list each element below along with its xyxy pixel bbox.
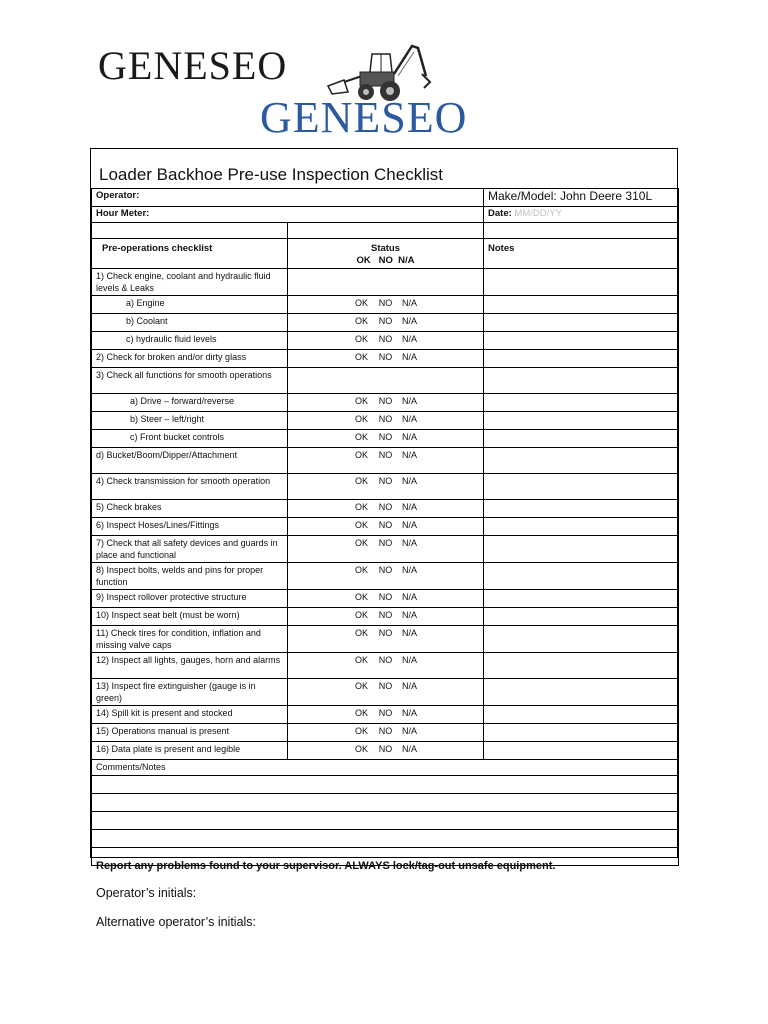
checklist-item	[92, 679, 288, 706]
notes-cell[interactable]	[484, 518, 679, 536]
checklist-item-text: c) Front bucket controls	[130, 432, 225, 442]
status-option-na[interactable]: N/A	[401, 538, 417, 548]
status-option-no[interactable]: NO	[378, 655, 393, 665]
checklist-item-text: 1) Check engine, coolant and hydraulic fluid levels & Leaks	[96, 271, 271, 293]
status-cell[interactable]	[288, 536, 484, 563]
notes-cell[interactable]	[484, 724, 679, 742]
status-cell	[288, 269, 484, 296]
status-option-ok[interactable]: OK	[354, 628, 368, 638]
status-option-no[interactable]: NO	[378, 726, 393, 736]
status-option-no[interactable]: NO	[378, 450, 393, 460]
checklist-row	[92, 430, 679, 448]
checklist-row	[92, 742, 679, 760]
checklist-row	[92, 350, 679, 368]
checklist-row	[92, 590, 679, 608]
status-cell[interactable]	[288, 332, 484, 350]
checklist-item-text: b) Coolant	[126, 316, 168, 326]
checklist-row	[92, 412, 679, 430]
status-cell[interactable]	[288, 608, 484, 626]
status-option-no[interactable]: NO	[378, 352, 393, 362]
checklist-item-text: c) hydraulic fluid levels	[126, 334, 217, 344]
checklist-row	[92, 563, 679, 590]
notes-cell[interactable]	[484, 742, 679, 760]
status-option-no[interactable]: NO	[378, 502, 393, 512]
checklist-item-text: a) Drive – forward/reverse	[130, 396, 235, 406]
checklist-item	[92, 653, 288, 679]
checklist-item-text: a) Engine	[126, 298, 165, 308]
comments-input[interactable]	[92, 830, 679, 848]
status-option-na[interactable]: N/A	[401, 592, 417, 602]
notes-cell[interactable]	[484, 626, 679, 653]
checklist-row	[92, 626, 679, 653]
status-option-ok[interactable]: OK	[354, 726, 368, 736]
status-option-no[interactable]: NO	[378, 538, 393, 548]
checklist-item	[92, 518, 288, 536]
status-option-ok[interactable]: OK	[354, 681, 368, 691]
status-option-na[interactable]: N/A	[401, 628, 417, 638]
status-option-ok[interactable]: OK	[354, 655, 368, 665]
checklist-item	[92, 448, 288, 474]
status-option-no[interactable]: NO	[378, 520, 393, 530]
status-option-no[interactable]: NO	[378, 396, 393, 406]
blank-cell	[288, 223, 484, 239]
status-option-no[interactable]: NO	[378, 592, 393, 602]
comments-line[interactable]	[92, 776, 679, 794]
notes-cell[interactable]	[484, 500, 679, 518]
status-option-na[interactable]: N/A	[401, 744, 417, 754]
status-option-na[interactable]: N/A	[401, 655, 417, 665]
notes-cell[interactable]	[484, 448, 679, 474]
checklist-row	[92, 679, 679, 706]
inspection-form	[90, 148, 678, 858]
checklist-item	[92, 474, 288, 500]
checklist-item	[92, 296, 288, 314]
checklist-item-text: 4) Check transmission for smooth operation	[96, 476, 271, 486]
notes-cell[interactable]	[484, 563, 679, 590]
status-cell	[288, 368, 484, 394]
checklist-item-text: 12) Inspect all lights, gauges, horn and alarms	[96, 655, 281, 665]
checklist-item	[92, 590, 288, 608]
status-option-na[interactable]: N/A	[401, 681, 417, 691]
status-option-ok[interactable]: OK	[354, 744, 368, 754]
checklist-row	[92, 368, 679, 394]
checklist-item	[92, 626, 288, 653]
status-option-ok[interactable]: OK	[354, 565, 368, 575]
notes-cell[interactable]	[484, 474, 679, 500]
notes-cell[interactable]	[484, 394, 679, 412]
comments-input[interactable]	[92, 776, 679, 794]
checklist-item	[92, 368, 288, 394]
checklist-item-text: 11) Check tires for condition, inflation and missing valve caps	[96, 628, 261, 650]
geneseo-logo-blue: GENESEO	[260, 93, 468, 142]
checklist-item	[92, 332, 288, 350]
status-option-na[interactable]: N/A	[401, 432, 417, 442]
status-option-no[interactable]: NO	[378, 681, 393, 691]
status-option-no[interactable]: NO	[378, 708, 393, 718]
operator-initials-label: Operator’s initials:	[96, 886, 197, 900]
checklist-item-text: 9) Inspect rollover protective structure	[96, 592, 247, 602]
status-header	[288, 239, 484, 269]
status-option-ok[interactable]: OK	[354, 592, 368, 602]
status-cell[interactable]	[288, 590, 484, 608]
notes-cell[interactable]	[484, 269, 679, 296]
status-cell[interactable]	[288, 563, 484, 590]
status-option-ok[interactable]: OK	[354, 396, 368, 406]
notes-cell[interactable]	[484, 332, 679, 350]
checklist-item-text: 6) Inspect Hoses/Lines/Fittings	[96, 520, 220, 530]
status-option-no[interactable]: NO	[378, 316, 393, 326]
notes-cell[interactable]	[484, 412, 679, 430]
checklist-item	[92, 394, 288, 412]
status-option-no[interactable]: NO	[378, 334, 393, 344]
status-option-no[interactable]: NO	[378, 476, 393, 486]
blank-cell	[484, 223, 679, 239]
notes-cell[interactable]	[484, 314, 679, 332]
checklist-item	[92, 706, 288, 724]
checklist-row	[92, 724, 679, 742]
status-options: OK NO N/A	[356, 255, 415, 266]
notes-cell[interactable]	[484, 430, 679, 448]
checklist-item-text: 13) Inspect fire extinguisher (gauge is in green)	[96, 681, 256, 703]
comments-input[interactable]	[92, 812, 679, 830]
status-option-na[interactable]: N/A	[401, 396, 417, 406]
status-cell[interactable]	[288, 742, 484, 760]
status-cell[interactable]	[288, 448, 484, 474]
status-option-no[interactable]: NO	[378, 610, 393, 620]
status-option-na[interactable]: N/A	[401, 450, 417, 460]
checklist-item-text: 14) Spill kit is present and stocked	[96, 708, 233, 718]
status-cell[interactable]	[288, 679, 484, 706]
comments-row	[92, 760, 679, 776]
notes-cell[interactable]	[484, 679, 679, 706]
status-option-na[interactable]: N/A	[401, 726, 417, 736]
notes-cell[interactable]	[484, 536, 679, 563]
checklist-row	[92, 296, 679, 314]
status-option-ok[interactable]: OK	[354, 520, 368, 530]
notes-cell[interactable]	[484, 706, 679, 724]
checklist-row	[92, 653, 679, 679]
status-option-ok[interactable]: OK	[354, 334, 368, 344]
status-cell[interactable]	[288, 724, 484, 742]
status-option-na[interactable]: N/A	[401, 352, 417, 362]
comments-line[interactable]	[92, 812, 679, 830]
status-option-na[interactable]: N/A	[401, 476, 417, 486]
checklist-row	[92, 518, 679, 536]
status-option-na[interactable]: N/A	[401, 502, 417, 512]
comments-label: Comments/Notes	[92, 760, 679, 776]
checklist-item-text: 15) Operations manual is present	[96, 726, 230, 736]
checklist-item	[92, 724, 288, 742]
checklist-item-text: 5) Check brakes	[96, 502, 162, 512]
geneseo-logo-black: GENESEO	[98, 43, 288, 88]
checklist-item	[92, 350, 288, 368]
hour-meter-field[interactable]	[92, 207, 484, 223]
checklist-header: Pre-operations checklist	[92, 239, 288, 269]
checklist-item	[92, 608, 288, 626]
notes-cell[interactable]	[484, 590, 679, 608]
status-option-na[interactable]: N/A	[401, 298, 417, 308]
status-option-no[interactable]: NO	[378, 432, 393, 442]
status-cell[interactable]	[288, 430, 484, 448]
alt-operator-initials-label: Alternative operator’s initials:	[96, 915, 257, 929]
status-cell[interactable]	[288, 500, 484, 518]
checklist-row	[92, 536, 679, 563]
notes-cell[interactable]	[484, 608, 679, 626]
comments-line[interactable]	[92, 830, 679, 848]
notes-cell[interactable]	[484, 368, 679, 394]
checklist-item-text: 10) Inspect seat belt (must be worn)	[96, 610, 240, 620]
status-option-ok[interactable]: OK	[354, 502, 368, 512]
comments-line[interactable]	[92, 794, 679, 812]
status-option-ok[interactable]: OK	[354, 432, 368, 442]
checklist-row	[92, 269, 679, 296]
make-model-field: Make/Model: John Deere 310L	[484, 189, 679, 207]
status-option-ok[interactable]: OK	[354, 450, 368, 460]
checklist-item	[92, 314, 288, 332]
date-label: Date:	[488, 208, 512, 219]
checklist-row	[92, 500, 679, 518]
status-cell[interactable]	[288, 394, 484, 412]
status-cell[interactable]	[288, 626, 484, 653]
supervisor-warning: Report any problems found to your supervisor. ALWAYS lock/tag-out unsafe equipment.	[96, 860, 556, 872]
status-cell[interactable]	[288, 706, 484, 724]
status-option-no[interactable]: NO	[378, 565, 393, 575]
status-option-ok[interactable]: OK	[354, 414, 368, 424]
checklist-item	[92, 412, 288, 430]
form-title: Loader Backhoe Pre-use Inspection Checklist	[99, 165, 443, 184]
status-option-ok[interactable]: OK	[354, 538, 368, 548]
status-cell[interactable]	[288, 518, 484, 536]
checklist-row	[92, 608, 679, 626]
status-option-na[interactable]: N/A	[401, 708, 417, 718]
checklist-item	[92, 742, 288, 760]
status-option-no[interactable]: NO	[378, 414, 393, 424]
status-option-na[interactable]: N/A	[401, 334, 417, 344]
status-title: Status	[370, 243, 401, 254]
status-cell[interactable]	[288, 296, 484, 314]
status-option-na[interactable]: N/A	[401, 520, 417, 530]
status-option-no[interactable]: NO	[378, 628, 393, 638]
checklist-item-text: 8) Inspect bolts, welds and pins for proper function	[96, 565, 264, 587]
status-option-ok[interactable]: OK	[354, 610, 368, 620]
checklist-item-text: b) Steer – left/right	[130, 414, 205, 424]
notes-cell[interactable]	[484, 653, 679, 679]
status-option-no[interactable]: NO	[378, 298, 393, 308]
status-cell[interactable]	[288, 314, 484, 332]
status-option-na[interactable]: N/A	[401, 610, 417, 620]
status-option-ok[interactable]: OK	[354, 352, 368, 362]
notes-header: Notes	[484, 239, 679, 269]
checklist-item	[92, 269, 288, 296]
checklist-row	[92, 448, 679, 474]
checklist-item-text: 3) Check all functions for smooth operations	[96, 370, 272, 380]
status-option-ok[interactable]: OK	[354, 708, 368, 718]
checklist-row	[92, 314, 679, 332]
notes-cell[interactable]	[484, 350, 679, 368]
operator-label: Operator:	[96, 190, 140, 201]
checklist-item	[92, 536, 288, 563]
checklist-item-text: d) Bucket/Boom/Dipper/Attachment	[96, 450, 238, 460]
status-cell[interactable]	[288, 474, 484, 500]
checklist-row	[92, 706, 679, 724]
status-option-ok[interactable]: OK	[354, 298, 368, 308]
checklist-item-text: 7) Check that all safety devices and guards in place and functional	[96, 538, 278, 560]
checklist-item	[92, 563, 288, 590]
status-option-no[interactable]: NO	[378, 744, 393, 754]
hour-meter-label: Hour Meter:	[96, 208, 150, 219]
status-cell[interactable]	[288, 350, 484, 368]
date-field[interactable]	[484, 207, 679, 223]
checklist-item-text: 16) Data plate is present and legible	[96, 744, 241, 754]
comments-input[interactable]	[92, 794, 679, 812]
status-option-na[interactable]: N/A	[401, 565, 417, 575]
checklist-table	[91, 188, 679, 866]
checklist-row	[92, 394, 679, 412]
blank-cell	[92, 223, 288, 239]
checklist-item	[92, 500, 288, 518]
date-placeholder: MM/DD/YY	[514, 208, 562, 219]
checklist-item-text: 2) Check for broken and/or dirty glass	[96, 352, 247, 362]
status-option-na[interactable]: N/A	[401, 316, 417, 326]
checklist-row	[92, 474, 679, 500]
status-option-ok[interactable]: OK	[354, 316, 368, 326]
status-option-na[interactable]: N/A	[401, 414, 417, 424]
operator-field[interactable]	[92, 189, 484, 207]
status-cell[interactable]	[288, 653, 484, 679]
notes-cell[interactable]	[484, 296, 679, 314]
checklist-item	[92, 430, 288, 448]
status-cell[interactable]	[288, 412, 484, 430]
checklist-row	[92, 332, 679, 350]
status-option-ok[interactable]: OK	[354, 476, 368, 486]
